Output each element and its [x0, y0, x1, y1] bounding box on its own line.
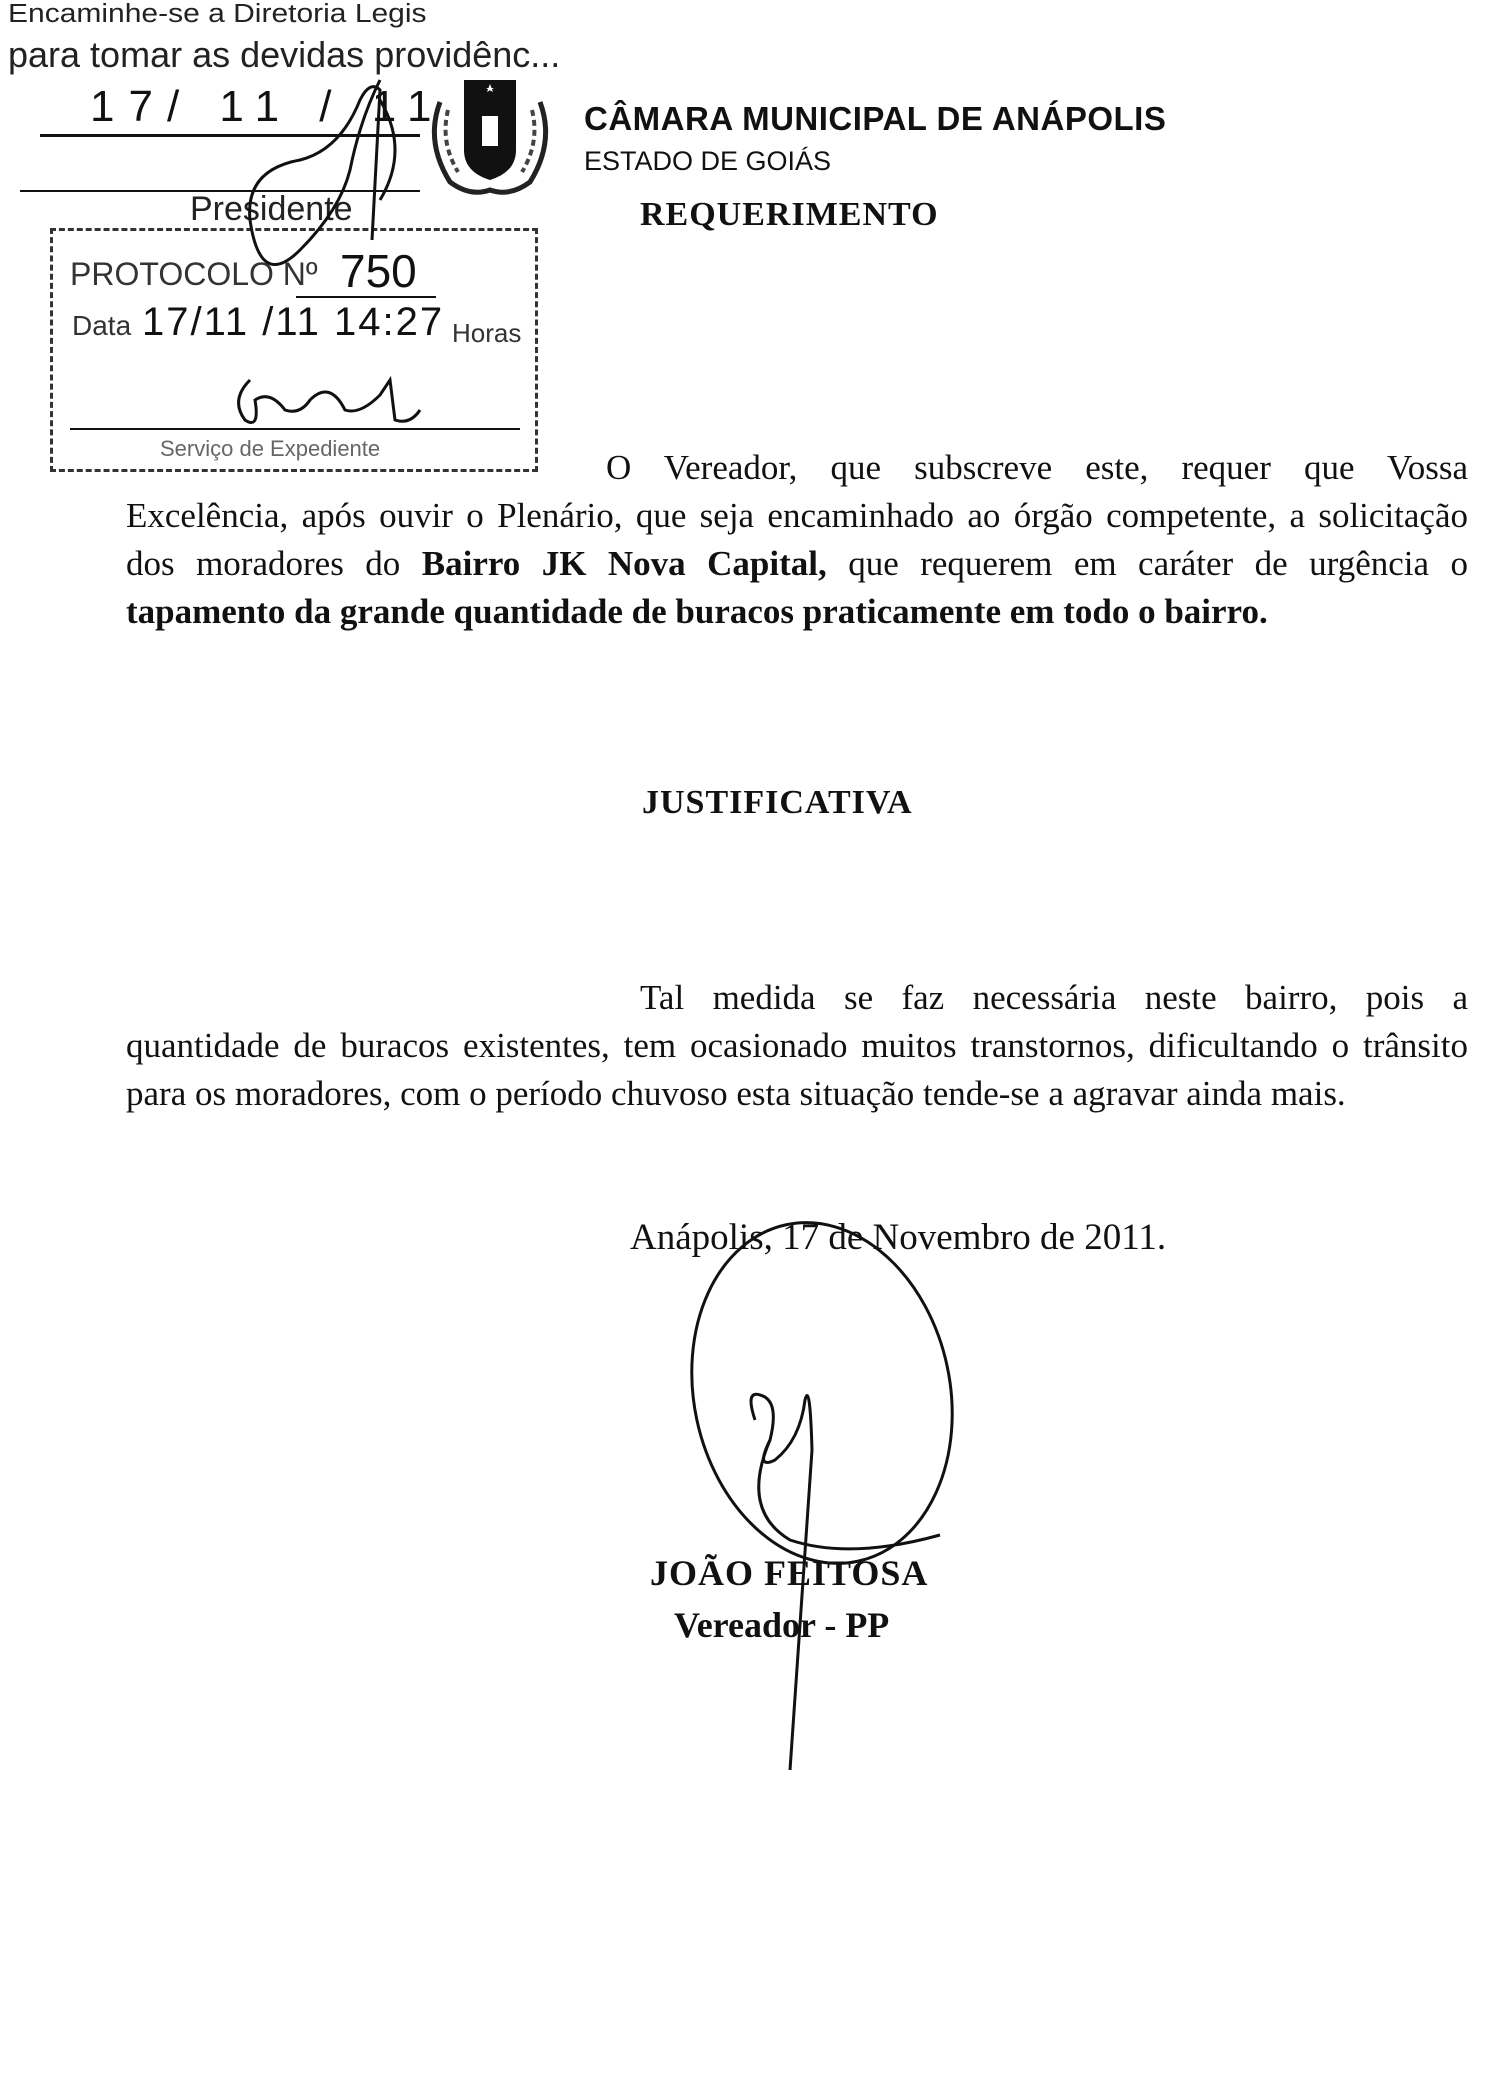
document-title: REQUERIMENTO: [640, 196, 939, 233]
forward-note-line2: para tomar as devidas providênc...: [8, 34, 561, 75]
request-text-a: O Vereador, que subscreve este, requer que Vossa Excelência, após ouvir o Plenário, que seja encaminhado ao órgão competente, a solicitação dos moradores do: [126, 448, 1468, 583]
forward-date: 17/ 11 / 11: [90, 82, 446, 131]
institution-name: CÂMARA MUNICIPAL DE ANÁPOLIS: [584, 100, 1167, 137]
place-date: Anápolis, 17 de Novembro de 2011.: [630, 1217, 1167, 1258]
request-subject: tapamento da grande quantidade de buracos praticamente em todo o bairro.: [126, 592, 1268, 631]
signer-name: JOÃO FEITOSA: [650, 1553, 929, 1593]
protocol-date-label: Data: [72, 310, 132, 341]
state-name: ESTADO DE GOIÁS: [584, 146, 832, 176]
protocol-hours-label: Horas: [452, 318, 522, 348]
neighborhood-name: Bairro JK Nova Capital,: [421, 544, 827, 583]
signer-role: Vereador - PP: [674, 1605, 890, 1645]
request-text-b: que requerem em caráter de urgência o: [826, 544, 1468, 583]
justification-title: JUSTIFICATIVA: [642, 784, 913, 821]
forward-note-line1: Encaminhe-se a Diretoria Legis: [8, 0, 427, 29]
presidente-label: Presidente: [190, 190, 353, 228]
protocol-sign-scribble: [239, 380, 420, 423]
protocol-service-label: Serviço de Expediente: [160, 436, 381, 461]
justification-paragraph: Tal medida se faz necessária neste bairro, pois a quantidade de buracos existentes, tem ocasionado muitos transtornos, dificultando o trânsito para os moradores, com o período chuvoso esta situação tende-se a agravar ainda mais.: [126, 978, 1468, 1113]
protocol-date-value: 17/11 /11 14:27: [142, 300, 445, 344]
president-signature-scribble: [250, 80, 395, 265]
protocol-label: PROTOCOLO Nº: [70, 256, 318, 292]
protocol-number: 750: [340, 245, 417, 297]
councilor-signature-scribble: [661, 1198, 983, 1770]
